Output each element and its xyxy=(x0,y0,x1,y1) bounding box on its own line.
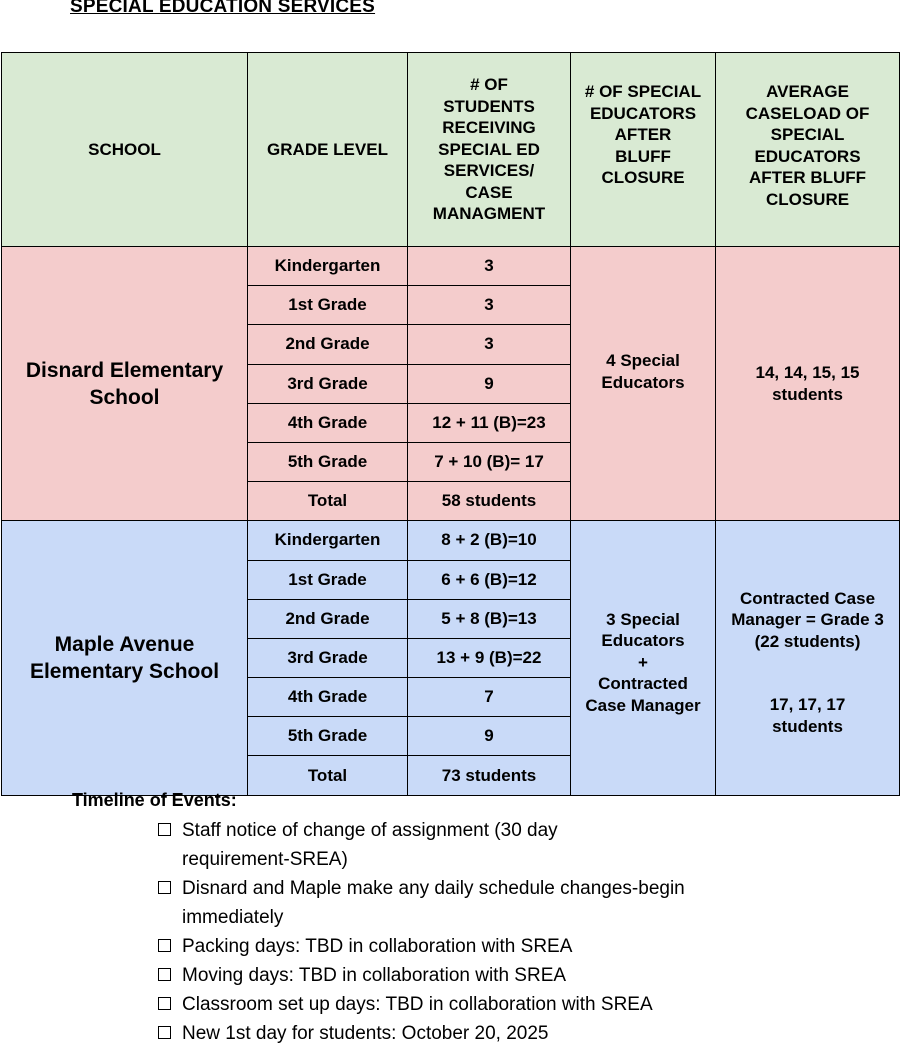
timeline-section xyxy=(72,790,832,1048)
school-name-disnard: Disnard Elementary School xyxy=(2,247,248,521)
grade-cell: 1st Grade xyxy=(248,286,408,325)
school-name-maple: Maple Avenue Elementary School xyxy=(2,521,248,795)
grade-cell: 1st Grade xyxy=(248,560,408,599)
students-cell: 7 + 10 (B)= 17 xyxy=(408,442,571,481)
students-cell: 12 + 11 (B)=23 xyxy=(408,403,571,442)
header-students: # OF STUDENTS RECEIVING SPECIAL ED SERVICES/ CASE MANAGMENT xyxy=(408,53,571,247)
header-school: SCHOOL xyxy=(2,53,248,247)
caseload-maple: Contracted Case Manager = Grade 3 (22 students) 17, 17, 17 students xyxy=(716,521,900,795)
students-cell: 5 + 8 (B)=13 xyxy=(408,599,571,638)
table-row xyxy=(2,247,900,286)
timeline-item: Packing days: TBD in collaboration with SREA xyxy=(158,932,832,961)
educators-disnard: 4 Special Educators xyxy=(571,247,716,521)
students-cell: 9 xyxy=(408,717,571,756)
students-cell: 6 + 6 (B)=12 xyxy=(408,560,571,599)
header-caseload: AVERAGE CASELOAD OF SPECIAL EDUCATORS AFTER BLUFF CLOSURE xyxy=(716,53,900,247)
students-cell: 7 xyxy=(408,678,571,717)
checkbox-icon[interactable] xyxy=(158,968,171,981)
students-cell: 3 xyxy=(408,286,571,325)
students-cell: 8 + 2 (B)=10 xyxy=(408,521,571,560)
grade-cell: 2nd Grade xyxy=(248,325,408,364)
caseload-disnard: 14, 14, 15, 15 students xyxy=(716,247,900,521)
grade-cell: Kindergarten xyxy=(248,247,408,286)
table-row xyxy=(2,521,900,560)
grade-cell: 5th Grade xyxy=(248,442,408,481)
students-cell: 13 + 9 (B)=22 xyxy=(408,638,571,677)
grade-cell: 2nd Grade xyxy=(248,599,408,638)
grade-cell: Total xyxy=(248,482,408,521)
page-title: SPECIAL EDUCATION SERVICES xyxy=(70,0,376,17)
checkbox-icon[interactable] xyxy=(158,997,171,1010)
grade-cell: 3rd Grade xyxy=(248,638,408,677)
students-cell: 3 xyxy=(408,247,571,286)
timeline-title: Timeline of Events: xyxy=(72,790,237,810)
timeline-item: Staff notice of change of assignment (30 day requirement-SREA) xyxy=(158,816,832,874)
grade-cell: Total xyxy=(248,756,408,795)
grade-cell: 3rd Grade xyxy=(248,364,408,403)
students-cell: 3 xyxy=(408,325,571,364)
checkbox-icon[interactable] xyxy=(158,881,171,894)
students-cell: 9 xyxy=(408,364,571,403)
students-cell: 58 students xyxy=(408,482,571,521)
timeline-item: Classroom set up days: TBD in collaboration with SREA xyxy=(158,990,832,1019)
checkbox-icon[interactable] xyxy=(158,939,171,952)
students-cell: 73 students xyxy=(408,756,571,795)
timeline-item: New 1st day for students: October 20, 2025 xyxy=(158,1019,832,1048)
header-row xyxy=(2,53,900,247)
checkbox-icon[interactable] xyxy=(158,1026,171,1039)
checkbox-icon[interactable] xyxy=(158,823,171,836)
timeline-item: Moving days: TBD in collaboration with SREA xyxy=(158,961,832,990)
grade-cell: 4th Grade xyxy=(248,403,408,442)
grade-cell: Kindergarten xyxy=(248,521,408,560)
grade-cell: 4th Grade xyxy=(248,678,408,717)
special-education-table xyxy=(1,52,900,796)
header-educators: # OF SPECIAL EDUCATORS AFTER BLUFF CLOSURE xyxy=(571,53,716,247)
grade-cell: 5th Grade xyxy=(248,717,408,756)
educators-maple: 3 Special Educators + Contracted Case Manager xyxy=(571,521,716,795)
header-grade-level: GRADE LEVEL xyxy=(248,53,408,247)
timeline-item: Disnard and Maple make any daily schedule changes-begin immediately xyxy=(158,874,832,932)
timeline-list xyxy=(72,816,832,1048)
